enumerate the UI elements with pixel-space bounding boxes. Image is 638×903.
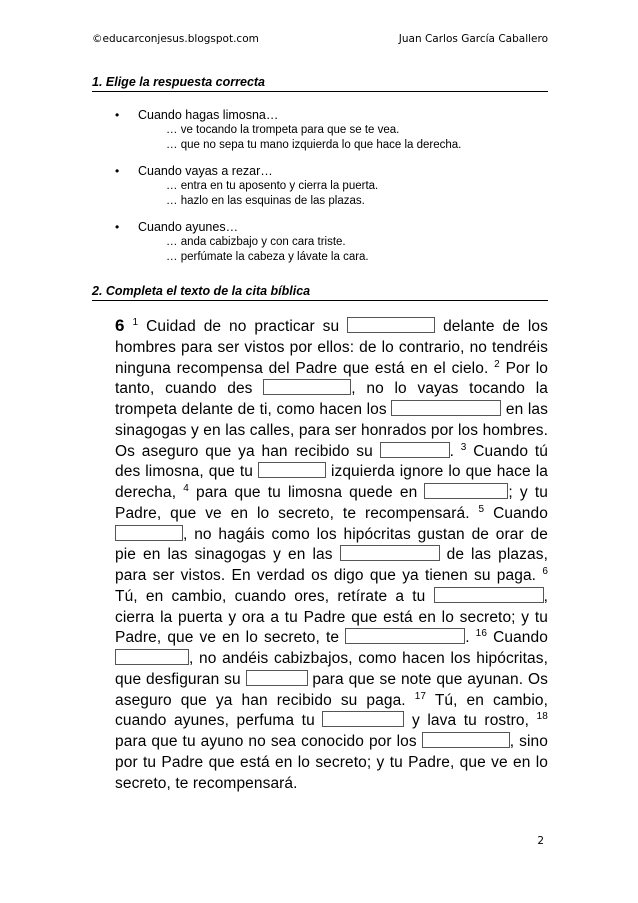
passage-text: Tú, en cambio, cuando ayunes, perfuma tu — [115, 691, 548, 730]
question-prompt: Cuando vayas a rezar… — [138, 164, 273, 178]
passage-text: en las sinagogas y en las calles, para ser honrados por los hombres. Os aseguro que ya han recibido su — [115, 401, 548, 460]
chapter-number: 6 — [115, 316, 125, 335]
passage-text: Cuando — [493, 629, 548, 647]
passage-text: . — [449, 442, 454, 460]
passage-text: delante de los hombres para ser vistos por ellos: de lo contrario, no tendréis ninguna recompensa del Padre que está en el cielo. — [115, 318, 548, 377]
blank-input[interactable] — [115, 649, 189, 665]
blank-input[interactable] — [322, 711, 404, 727]
verse-number: 3 — [460, 441, 467, 453]
bullet-icon: • — [115, 164, 120, 178]
passage-text: Por lo tanto, cuando des — [115, 359, 548, 398]
answer-option[interactable]: … hazlo en las esquinas de las plazas. — [166, 195, 365, 207]
blank-input[interactable] — [258, 462, 326, 478]
blank-input[interactable] — [340, 545, 440, 561]
blank-input[interactable] — [380, 442, 450, 458]
section-2-title: 2. Completa el texto de la cita bíblica — [92, 284, 548, 301]
bullet-icon: • — [115, 220, 120, 234]
question-list — [115, 108, 535, 276]
passage-text: para que tu limosna quede en — [195, 484, 418, 501]
question-1 — [115, 108, 535, 153]
verse-number: 4 — [183, 483, 189, 494]
answer-option[interactable]: … entra en tu aposento y cierra la puerta. — [166, 180, 379, 192]
passage-text: Cuidad de no practicar su — [146, 318, 340, 335]
passage-text: de las plazas, para ser vistos. En verdad os digo que ya tienen su paga. — [115, 546, 548, 584]
passage-text: izquierda ignore lo que hace la derecha, — [115, 463, 548, 501]
blank-input[interactable] — [263, 379, 351, 395]
bullet-icon: • — [115, 108, 120, 122]
answer-option[interactable]: … ve tocando la trompeta para que se te vea. — [166, 124, 400, 136]
passage-text: Tú, en cambio, cuando ores, retírate a tu — [115, 587, 426, 605]
question-prompt: Cuando hagas limosna… — [138, 108, 279, 122]
answer-option[interactable]: … que no sepa tu mano izquierda lo que hace la derecha. — [166, 139, 462, 151]
blank-input[interactable] — [424, 483, 508, 499]
blank-input[interactable] — [434, 587, 544, 603]
header-site: ©educarconjesus.blogspot.com — [92, 33, 259, 45]
blank-input[interactable] — [422, 732, 510, 748]
page-header — [92, 33, 548, 51]
verse-number: 16 — [475, 628, 487, 640]
passage-text: , cierra la puerta y ora a tu Padre que está en lo secreto; y tu Padre, que ve en lo secreto, te — [115, 587, 548, 647]
verse-number: 5 — [478, 503, 485, 515]
passage-text: y lava tu rostro, — [411, 712, 530, 730]
blank-input[interactable] — [115, 525, 183, 541]
question-3 — [115, 220, 535, 265]
answer-option[interactable]: … anda cabizbajo y con cara triste. — [166, 236, 346, 248]
passage-text: , no lo vayas tocando la trompeta delante de ti, como hacen los — [115, 380, 548, 418]
passage-text: ; y tu Padre, que ve en lo secreto, te recompensará. — [115, 484, 548, 522]
verse-number: 1 — [132, 317, 139, 328]
passage-text: para que se note que ayunan. Os aseguro que ya han recibido su paga. — [115, 670, 548, 709]
blank-input[interactable] — [347, 317, 435, 333]
bible-passage — [115, 316, 548, 794]
passage-text: para que tu ayuno no sea conocido por los — [115, 733, 417, 750]
passage-text: , no andéis cabizbajos, como hacen los hipócritas, que desfiguran su — [115, 650, 548, 688]
verse-number: 17 — [414, 690, 427, 702]
question-prompt: Cuando ayunes… — [138, 220, 239, 234]
passage-text: . — [465, 629, 470, 647]
blank-input[interactable] — [391, 400, 501, 416]
page-number: 2 — [537, 835, 544, 847]
passage-text: , sino por tu Padre que está en lo secreto; y tu Padre, que ve en lo secreto, te recompensará. — [115, 733, 548, 792]
passage-text: Cuando tú des limosna, que tu — [115, 442, 548, 481]
header-author: Juan Carlos García Caballero — [398, 33, 548, 45]
verse-number: 6 — [542, 566, 548, 577]
blank-input[interactable] — [345, 628, 465, 644]
passage-text: , no hagáis como los hipócritas gustan de orar de pie en las sinagogas y en las — [115, 525, 548, 564]
question-2 — [115, 164, 535, 209]
verse-number: 18 — [536, 711, 548, 723]
section-1-title: 1. Elige la respuesta correcta — [92, 75, 548, 92]
passage-text: Cuando — [493, 504, 548, 522]
verse-number: 2 — [494, 358, 500, 370]
blank-input[interactable] — [246, 670, 308, 686]
answer-option[interactable]: … perfúmate la cabeza y lávate la cara. — [166, 251, 369, 263]
